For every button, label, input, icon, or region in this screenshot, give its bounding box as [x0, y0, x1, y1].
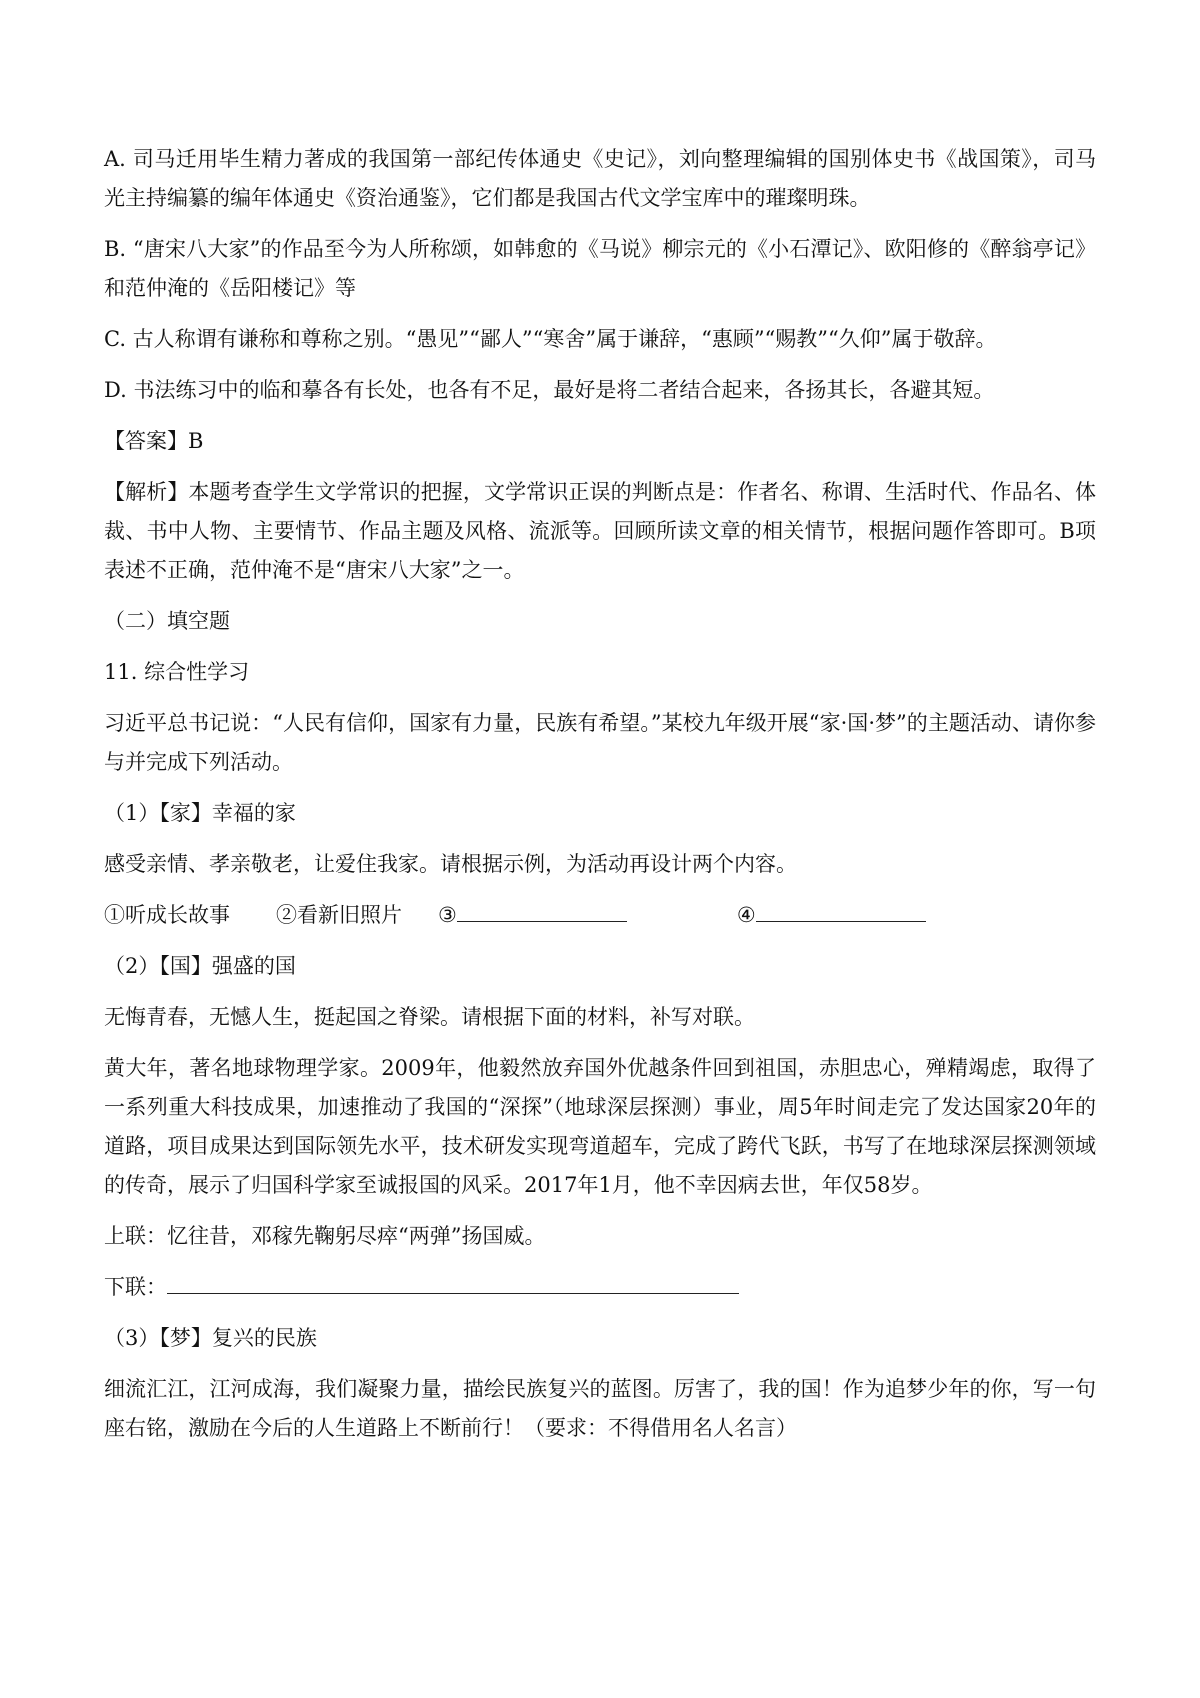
- part1-item-4-blank[interactable]: [756, 899, 926, 922]
- couplet-lower-label: 下联：: [104, 1275, 167, 1299]
- part1-items: [104, 896, 1096, 935]
- part1-item-3-blank[interactable]: [457, 899, 627, 922]
- part1-prompt: 感受亲情、孝亲敬老，让爱住我家。请根据示例，为活动再设计两个内容。: [104, 852, 797, 876]
- part2-material: 黄大年，著名地球物理学家。2009年，他毅然放弃国外优越条件回到祖国，赤胆忠心，殚精竭虑，取得了一系列重大科技成果，加速推动了我国的“深探”（地球深层探测）事业，周5年时间走完了发达国家20年的道路，项目成果达到国际领先水平，技术研发实现弯道超车，完成了跨代飞跃，书写了在地球深层探测领域的传奇，展示了归国科学家至诚报国的风采。2017年1月，他不幸因病去世，年仅58岁。: [104, 1056, 1096, 1197]
- part2-heading: （2）【国】强盛的国: [104, 954, 296, 978]
- couplet-upper: 上联：忆往昔，邓稼先鞠躬尽瘁“两弹”扬国威。: [104, 1224, 546, 1248]
- couplet-lower-row: [104, 1268, 1096, 1307]
- option-d: D. 书法练习中的临和摹各有长处，也各有不足，最好是将二者结合起来，各扬其长，各避其短。: [104, 378, 995, 402]
- couplet-lower-blank[interactable]: [167, 1271, 739, 1294]
- answer-line: 【答案】B: [104, 429, 204, 453]
- part3-heading: （3）【梦】复兴的民族: [104, 1326, 317, 1350]
- analysis-paragraph: 【解析】本题考查学生文学常识的把握，文学常识正误的判断点是：作者名、称谓、生活时代、作品名、体裁、书中人物、主要情节、作品主题及风格、流派等。回顾所读文章的相关情节，根据问题作答即可。B项表述不正确，范仲淹不是“唐宋八大家”之一。: [104, 480, 1096, 582]
- part1-heading: （1）【家】幸福的家: [104, 801, 296, 825]
- option-c: C. 古人称谓有谦称和尊称之别。“愚见”“鄙人”“寒舍”属于谦辞，“惠顾”“赐教”“久仰”属于敬辞。: [104, 327, 997, 351]
- question-title: 11. 综合性学习: [104, 660, 250, 684]
- option-b: B. “唐宋八大家”的作品至今为人所称颂，如韩愈的《马说》柳宗元的《小石潭记》、欧阳修的《醉翁亭记》和范仲淹的《岳阳楼记》等: [104, 237, 1096, 300]
- section-heading: （二）填空题: [104, 609, 230, 633]
- document-page: [104, 140, 1096, 1460]
- option-a: A. 司马迁用毕生精力著成的我国第一部纪传体通史《史记》，刘向整理编辑的国别体史书《战国策》，司马光主持编纂的编年体通史《资治通鉴》，它们都是我国古代文学宝库中的璀璨明珠。: [104, 147, 1096, 210]
- part1-item-2: ②看新旧照片: [276, 903, 402, 927]
- part1-item-4-label: ④: [736, 903, 756, 927]
- part3-prompt: 细流汇江，江河成海，我们凝聚力量，描绘民族复兴的蓝图。厉害了，我的国！作为追梦少年的你，写一句座右铭，激励在今后的人生道路上不断前行！（要求：不得借用名人名言）: [104, 1377, 1096, 1440]
- part1-item-3-label: ③: [438, 903, 457, 927]
- part1-item-1: ①听成长故事: [104, 903, 230, 927]
- part2-prompt: 无悔青春，无憾人生，挺起国之脊梁。请根据下面的材料，补写对联。: [104, 1005, 755, 1029]
- question-intro: 习近平总书记说：“人民有信仰，国家有力量，民族有希望。”某校九年级开展“家·国·梦”的主题活动、请你参与并完成下列活动。: [104, 711, 1096, 774]
